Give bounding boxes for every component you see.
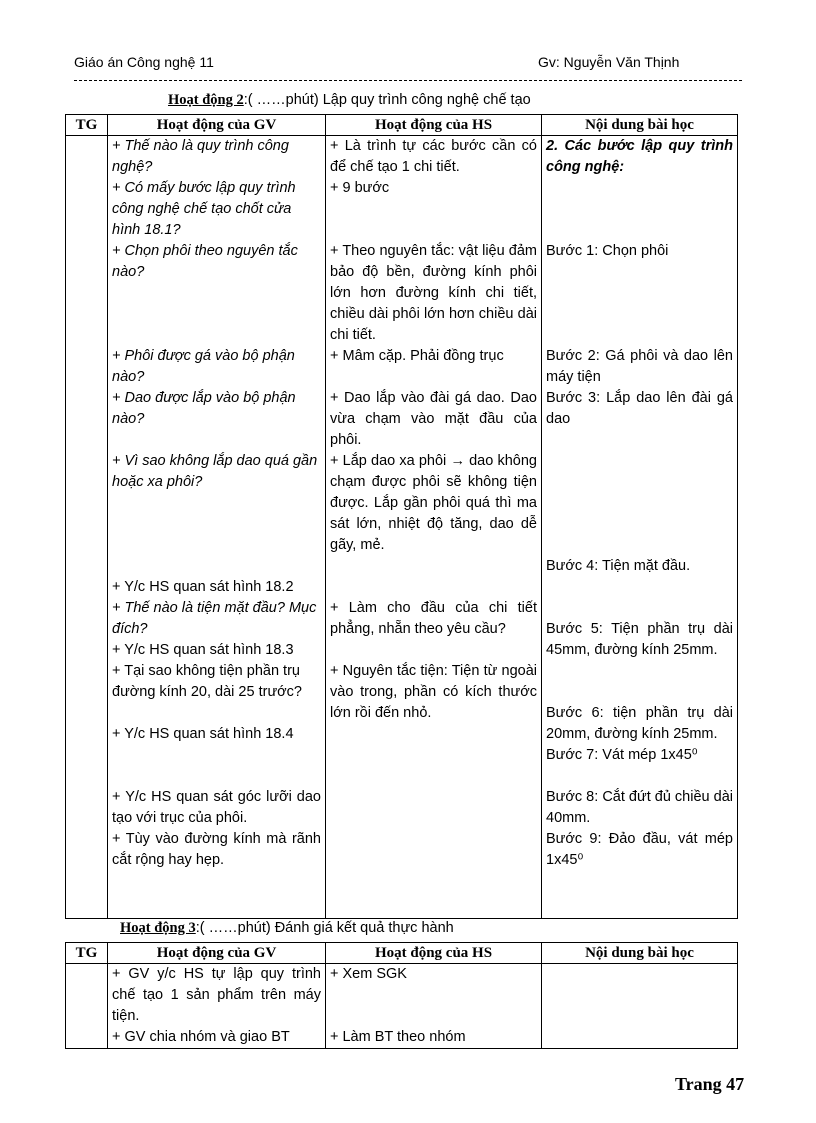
activity2-table xyxy=(65,114,738,919)
doc-header-left: Giáo án Công nghệ 11 xyxy=(74,54,214,70)
gv-item: + Thế nào là tiện mặt đầu? Mục đích? xyxy=(112,600,317,637)
doc-header-right: Gv: Nguyễn Văn Thịnh xyxy=(538,54,680,70)
nd-cell xyxy=(542,136,738,919)
nd-step: Bước 8: Cắt đứt đủ chiều dài 40mm. xyxy=(546,789,733,826)
nd-step: Bước 9: Đảo đầu, vát mép 1x45⁰ xyxy=(546,831,733,868)
col-gv: Hoạt động của GV xyxy=(108,943,326,964)
table-row xyxy=(66,964,738,1049)
activity3-title-text: :( ……phút) Đánh giá kết quả thực hành xyxy=(195,920,454,936)
activity2-label: Hoạt động 2 xyxy=(168,92,244,108)
hs-item: + Lắp dao xa phôi → dao không chạm được phôi sẽ không tiện được. Lắp gần phôi quá thì ma sát lớn, nhiệt độ tăng, dao dễ gãy, mẻ. xyxy=(330,453,537,553)
col-nd: Nội dung bài học xyxy=(542,943,738,964)
hs-item: + Theo nguyên tắc: vật liệu đảm bảo độ bền, đường kính phôi lớn hơn đường kính chi tiết, chiều dài phôi lớn hơn chiều dài chi tiết. xyxy=(330,243,537,343)
table-row xyxy=(66,136,738,919)
nd-cell xyxy=(542,964,738,1049)
header-divider xyxy=(74,80,742,81)
activity2-title xyxy=(168,92,531,109)
col-tg: TG xyxy=(66,943,108,964)
gv-item: + Tại sao không tiện phần trụ đường kính 20, dài 25 trước? xyxy=(112,663,302,700)
gv-item: + Thế nào là quy trình công nghệ? xyxy=(112,138,289,175)
col-nd: Nội dung bài học xyxy=(542,115,738,136)
gv-item: + Y/c HS quan sát góc lưỡi dao tạo với trục của phôi. xyxy=(112,789,321,826)
gv-cell xyxy=(108,136,326,919)
gv-item: + Có mấy bước lập quy trình công nghệ chế tạo chốt cửa hình 18.1? xyxy=(112,180,296,238)
nd-heading: 2. Các bước lập quy trình công nghệ: xyxy=(546,138,733,175)
nd-step: Bước 2: Gá phôi và dao lên máy tiện xyxy=(546,348,733,385)
gv-item: + GV y/c HS tự lập quy trình chế tạo 1 sản phẩm trên máy tiện. xyxy=(112,966,321,1024)
gv-cell xyxy=(108,964,326,1049)
table-header-row xyxy=(66,115,738,136)
hs-item: + Làm BT theo nhóm xyxy=(330,1029,466,1045)
nd-step: Bước 3: Lắp dao lên đài gá dao xyxy=(546,390,733,427)
col-gv: Hoạt động của GV xyxy=(108,115,326,136)
gv-item: + Chọn phôi theo nguyên tắc nào? xyxy=(112,243,298,280)
gv-item: + Y/c HS quan sát hình 18.4 xyxy=(112,726,294,742)
hs-item: + Làm cho đầu của chi tiết phẳng, nhẵn theo yêu cầu? xyxy=(330,600,537,637)
hs-item: + Nguyên tắc tiện: Tiện từ ngoài vào trong, phần có kích thước lớn rồi đến nhỏ. xyxy=(330,663,537,721)
activity3-table xyxy=(65,942,738,1049)
gv-item: + Tùy vào đường kính mà rãnh cắt rộng hay hẹp. xyxy=(112,831,321,868)
activity3-label: Hoạt động 3 xyxy=(120,920,196,936)
table-header-row xyxy=(66,943,738,964)
activity2-title-text: :( ……phút) Lập quy trình công nghệ chế tạo xyxy=(243,92,531,108)
hs-item: + Xem SGK xyxy=(330,966,407,982)
nd-step: Bước 5: Tiện phần trụ dài 45mm, đường kính 25mm. xyxy=(546,621,733,658)
col-hs: Hoạt động của HS xyxy=(326,943,542,964)
hs-cell xyxy=(326,964,542,1049)
nd-step: Bước 6: tiện phần trụ dài 20mm, đường kính 25mm. xyxy=(546,705,733,742)
gv-item: + Y/c HS quan sát hình 18.3 xyxy=(112,642,294,658)
hs-item: + Mâm cặp. Phải đồng trục xyxy=(330,348,504,364)
tg-cell xyxy=(66,964,108,1049)
nd-step: Bước 4: Tiện mặt đầu. xyxy=(546,558,691,574)
gv-item: + GV chia nhóm và giao BT xyxy=(112,1029,290,1045)
hs-item: + Là trình tự các bước cần có để chế tạo 1 chi tiết. xyxy=(330,138,537,175)
gv-item: + Vì sao không lắp dao quá gần hoặc xa phôi? xyxy=(112,453,318,490)
col-hs: Hoạt động của HS xyxy=(326,115,542,136)
nd-step: Bước 1: Chọn phôi xyxy=(546,243,669,259)
page-number: Trang 47 xyxy=(675,1074,745,1094)
gv-item: + Phôi được gá vào bộ phận nào? xyxy=(112,348,295,385)
hs-item: + 9 bước xyxy=(330,180,390,196)
activity3-title xyxy=(120,920,454,937)
hs-cell xyxy=(326,136,542,919)
tg-cell xyxy=(66,136,108,919)
gv-item: + Y/c HS quan sát hình 18.2 xyxy=(112,579,294,595)
nd-step: Bước 7: Vát mép 1x45⁰ xyxy=(546,747,698,763)
hs-item: + Dao lắp vào đài gá dao. Dao vừa chạm vào mặt đầu của phôi. xyxy=(330,390,537,448)
col-tg: TG xyxy=(66,115,108,136)
gv-item: + Dao được lắp vào bộ phận nào? xyxy=(112,390,296,427)
